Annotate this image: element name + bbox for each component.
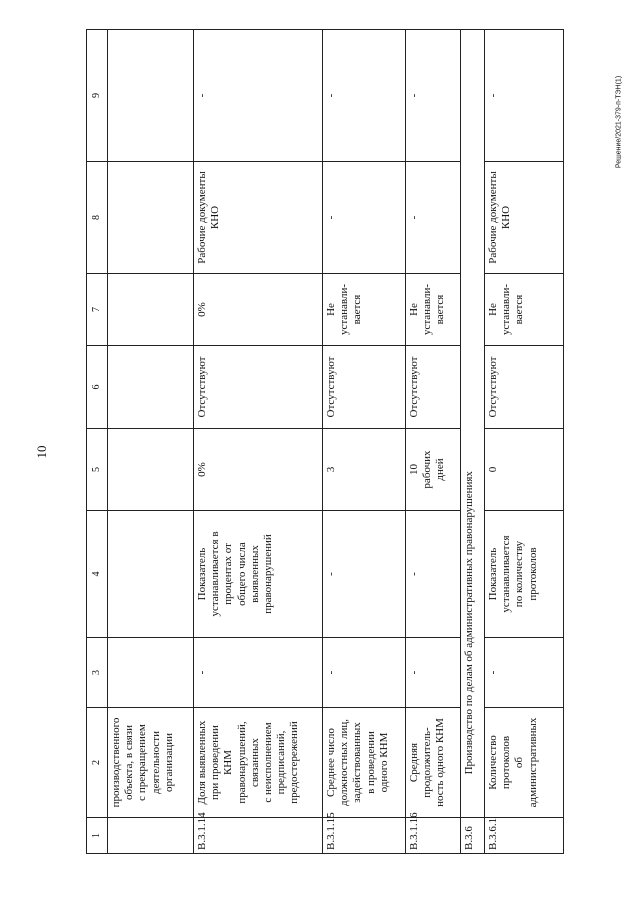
row-cell-7: Не устанавли- вается	[406, 274, 461, 346]
row-name: Количество протоколов об административных	[485, 708, 564, 818]
row-cell-3: -	[485, 638, 564, 708]
section-title: Производство по делам об административных правонарушениях	[461, 429, 485, 818]
row-cell-6: Отсутствуют	[406, 346, 461, 429]
table-row	[108, 30, 194, 854]
table-row	[323, 30, 406, 854]
header-cell-3: 3	[87, 638, 108, 708]
row-cell-8: -	[406, 162, 461, 274]
header-cell-9: 9	[87, 30, 108, 162]
row-cell-8: Рабочие документы КНО	[485, 162, 564, 274]
row-cell-5: 10 рабочих дней	[406, 429, 461, 511]
row-cell-7: Не устанавли- вается	[323, 274, 406, 346]
table-row	[406, 30, 461, 854]
row-name: производственного объекта, в связи с прекращением деятельности организации	[108, 708, 194, 818]
header-cell-5: 5	[87, 429, 108, 511]
header-cell-6: 6	[87, 346, 108, 429]
row-cell-3: -	[194, 638, 323, 708]
row-code: В.3.6.1	[485, 818, 564, 854]
row-cell-4: Показатель устанавливается по количеству протоколов	[485, 511, 564, 638]
table-row	[194, 30, 323, 854]
row-cell-9: -	[406, 30, 461, 162]
row-cell-8	[108, 162, 194, 274]
row-cell-8: Рабочие документы КНО	[194, 162, 323, 274]
row-cell-9	[108, 30, 194, 162]
section-code: В.3.6	[461, 818, 485, 854]
row-cell-7	[108, 274, 194, 346]
row-cell-4: -	[406, 511, 461, 638]
page-number: 10	[34, 445, 49, 459]
row-cell-6	[108, 346, 194, 429]
row-cell-3: -	[406, 638, 461, 708]
row-cell-9: -	[194, 30, 323, 162]
row-cell-9: -	[323, 30, 406, 162]
document-code: Решение/2021-379-п-ТЭН(1)	[615, 75, 623, 169]
table-header-row	[87, 30, 108, 854]
row-cell-4: Показатель устанавливается в процентах от общего числа выявленных правонарушений	[194, 511, 323, 638]
row-cell-5: 3	[323, 429, 406, 511]
header-cell-8: 8	[87, 162, 108, 274]
row-code: В.3.1.15	[323, 818, 406, 854]
header-cell-1: 1	[87, 818, 108, 854]
row-name: Средняя продолжитель- ность одного КНМ	[406, 708, 461, 818]
row-cell-5: 0	[485, 429, 564, 511]
row-cell-4: -	[323, 511, 406, 638]
header-cell-7: 7	[87, 274, 108, 346]
row-name: Доля выявленных при проведении КНМ правонарушений, связанных с неисполнением предписаний, предостережений	[194, 708, 323, 818]
row-cell-3: -	[323, 638, 406, 708]
row-cell-7: 0%	[194, 274, 323, 346]
row-cell-5	[108, 429, 194, 511]
header-cell-2: 2	[87, 708, 108, 818]
indicators-table	[86, 29, 564, 854]
row-cell-9: -	[485, 30, 564, 162]
section-row	[461, 30, 485, 854]
row-cell-8: -	[323, 162, 406, 274]
row-code	[108, 818, 194, 854]
row-cell-6: Отсутствуют	[323, 346, 406, 429]
section-title-spacer	[461, 30, 485, 429]
row-cell-4	[108, 511, 194, 638]
row-cell-5: 0%	[194, 429, 323, 511]
row-cell-7: Не устанавли- вается	[485, 274, 564, 346]
row-cell-6: Отсутствуют	[485, 346, 564, 429]
row-name: Среднее число должностных лиц, задействованных в проведении одного КНМ	[323, 708, 406, 818]
row-cell-6: Отсутствуют	[194, 346, 323, 429]
rotated-table-container	[86, 30, 564, 854]
row-code: В.3.1.14	[194, 818, 323, 854]
row-code: В.3.1.16	[406, 818, 461, 854]
table-row	[485, 30, 564, 854]
header-cell-4: 4	[87, 511, 108, 638]
row-cell-3	[108, 638, 194, 708]
